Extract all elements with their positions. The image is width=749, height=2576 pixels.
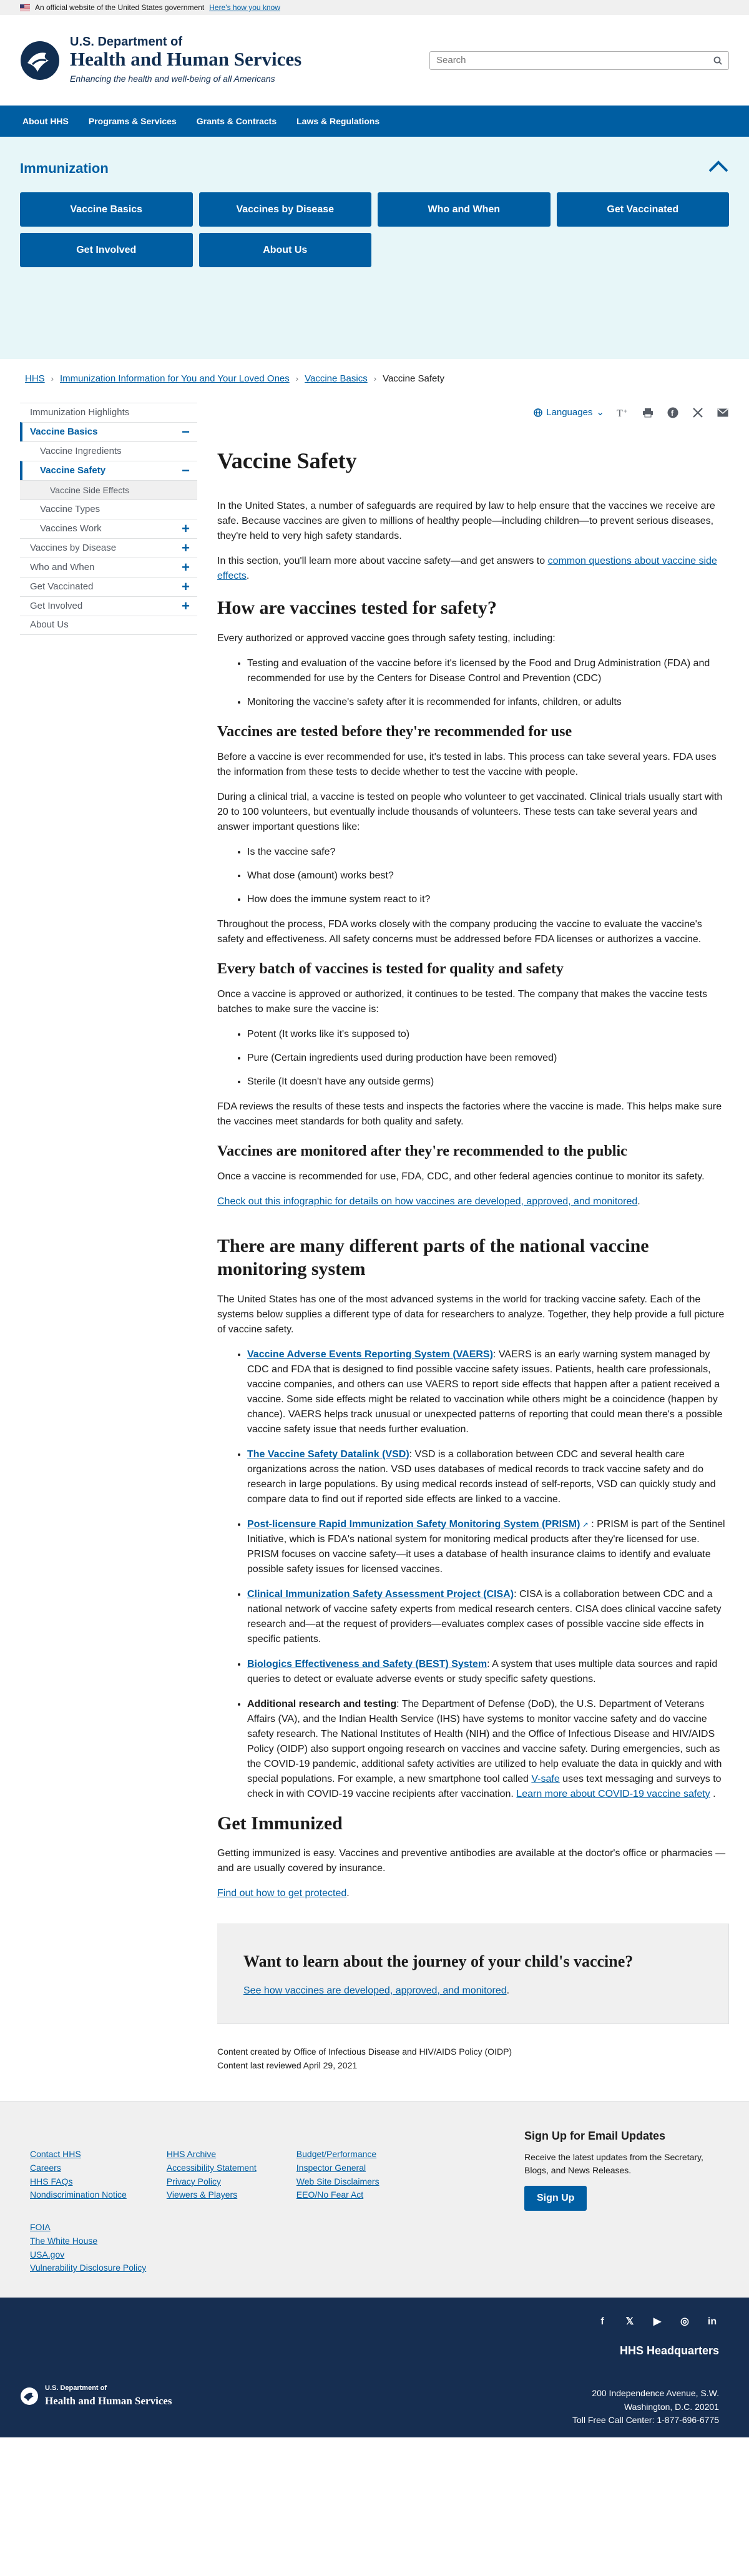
- footer-col-1: [30, 2148, 127, 2202]
- hq-address-line: Washington, D.C. 20201: [624, 2401, 719, 2412]
- footer-viewers[interactable]: Viewers & Players: [166, 2190, 238, 2200]
- cisa-link[interactable]: Clinical Immunization Safety Assessment Project (CISA): [247, 1588, 514, 1600]
- additional-text: : The Department of Defense (DoD), the U.S. Department of Veterans Affairs (VA), and the Indian Health Service (IHS) have systems to monitor vaccine safety and do vaccine safety research. The National Institutes of Health (NIH) and the Office of Infectious Disease and HIV/AIDS Policy (OIDP) also support ongoing research on vaccines and vaccine safety. During emergencies, such as the COVID-19 pandemic, additional safety activities are utilized to help evaluate the data in quickly and with special populations. For example, a new smartphone tool called: [247, 1698, 722, 1784]
- sidenav-vaccine-safety[interactable]: [20, 461, 197, 480]
- batch-paragraph-2: FDA reviews the results of these tests and inspects the factories where the vaccine is made. This helps make sure the vaccines meet standards for both quality and safety.: [217, 1101, 722, 1127]
- heading-every-batch: Every batch of vaccines is tested for quality and safety: [217, 960, 564, 977]
- batch-paragraph-1: Once a vaccine is approved or authorized, it continues to be tested. The company that makes the vaccine tests batches to make sure the vaccine is:: [217, 988, 708, 1015]
- before-list: [247, 845, 729, 907]
- x-share-icon[interactable]: [692, 406, 704, 419]
- collapse-chevron-icon[interactable]: [708, 159, 729, 178]
- footer-privacy[interactable]: Privacy Policy: [166, 2176, 221, 2186]
- period-text: .: [637, 1196, 640, 1207]
- list-item: • Sterile (It doesn't have any outside germs): [247, 1074, 729, 1089]
- sidenav-get-vaccinated[interactable]: [20, 577, 197, 596]
- additional-text: .: [710, 1788, 716, 1799]
- vaers-link[interactable]: Vaccine Adverse Events Reporting System (VAERS): [247, 1349, 493, 1360]
- footer-logo-dept: U.S. Department of: [45, 2384, 107, 2392]
- globe-icon: [534, 408, 542, 417]
- before-paragraph-2: During a clinical trial, a vaccine is tested on people who volunteer to get vaccinated. Clinical trials usually start with 20 to 100 volunteers, but eventually include thousands of volunteers. These tests can take several years and answer important questions like:: [217, 791, 723, 832]
- footer-hhs-archive[interactable]: HHS Archive: [166, 2149, 217, 2160]
- list-item: [247, 1657, 729, 1687]
- languages-dropdown[interactable]: [534, 406, 604, 420]
- instagram-icon[interactable]: ◎: [680, 2316, 689, 2327]
- footer-accessibility[interactable]: Accessibility Statement: [166, 2163, 257, 2173]
- sidenav-vaccine-basics[interactable]: [20, 422, 197, 441]
- callout-link[interactable]: See how vaccines are developed, approved, and monitored: [243, 1985, 507, 1996]
- section-btn-get-vaccinated[interactable]: Get Vaccinated: [557, 192, 730, 227]
- footer-vulnerability[interactable]: Vulnerability Disclosure Policy: [30, 2263, 147, 2273]
- sign-up-button[interactable]: Sign Up: [524, 2186, 587, 2211]
- sidenav-vaccine-side-effects[interactable]: [20, 480, 197, 499]
- hhs-logo[interactable]: [19, 35, 301, 86]
- section-btn-get-involved[interactable]: Get Involved: [20, 233, 193, 267]
- section-btn-about-us[interactable]: About Us: [199, 233, 372, 267]
- text-resize-icon[interactable]: [617, 406, 629, 419]
- breadcrumb-current: Vaccine Safety: [383, 373, 445, 384]
- footer-col-3: [296, 2148, 379, 2202]
- site-header: [0, 15, 749, 106]
- breadcrumb-separator-icon: ›: [295, 374, 299, 384]
- hq-info: [572, 2313, 719, 2437]
- section-nav-title: Immunization: [20, 160, 109, 176]
- x-icon[interactable]: 𝕏: [625, 2316, 634, 2327]
- breadcrumb: [0, 359, 749, 399]
- footer-contact-hhs[interactable]: Contact HHS: [30, 2149, 81, 2160]
- footer-bottom: [0, 2298, 749, 2437]
- tested-list: [247, 656, 729, 710]
- sidenav-about-us[interactable]: [20, 616, 197, 635]
- external-link-icon: ↗: [580, 1520, 589, 1529]
- nav-programs-services[interactable]: Programs & Services: [88, 116, 177, 126]
- vsd-link[interactable]: The Vaccine Safety Datalink (VSD): [247, 1448, 409, 1460]
- sidenav-label: Vaccine Basics: [30, 426, 98, 437]
- sidenav-label: Immunization Highlights: [30, 406, 130, 418]
- footer-white-house[interactable]: The White House: [30, 2235, 98, 2246]
- languages-label: Languages: [546, 406, 593, 418]
- callout-paragraph: [243, 1984, 702, 1998]
- get-protected-paragraph: [217, 1886, 729, 1901]
- heading-get-immunized: Get Immunized: [217, 1812, 343, 1834]
- nav-laws-regulations[interactable]: Laws & Regulations: [296, 116, 380, 126]
- sidenav-label: Vaccine Ingredients: [40, 445, 122, 456]
- list-item: • Is the vaccine safe?: [247, 845, 729, 860]
- footer-foia[interactable]: FOIA: [30, 2222, 51, 2233]
- sidenav-label: About Us: [30, 619, 69, 631]
- vaers-text: : VAERS is an early warning system managed by CDC and FDA that is designed to find possible vaccine safety issues. Patients, health care professionals, vaccine companies, and others can use VAERS to report side effects that happen after a patient received a vaccine. Some side effects might be related to vaccination while others might be a coincidence (happen by chance). VAERS helps track unusual or unexpected patterns of reporting that could mean there's a possible vaccine safety issue that needs further evaluation.: [247, 1349, 723, 1435]
- hhs-eagle-icon: [20, 2387, 39, 2406]
- footer-links: [0, 2101, 749, 2298]
- list-item: • How does the immune system react to it?: [247, 892, 729, 907]
- tested-paragraph: Every authorized or approved vaccine goes through safety testing, including:: [217, 632, 556, 644]
- vsd-text: : VSD is a collaboration between CDC and several health care organizations across the nation. VSD uses databases of medical records to track vaccine safety and do research in large populations. By using medical records instead of self-reports, VSD can quickly study and compare data to find out if reported side effects are linked to a vaccine.: [247, 1448, 716, 1505]
- heading-how-tested: How are vaccines tested for safety?: [217, 597, 497, 618]
- covid-safety-link[interactable]: Learn more about COVID-19 vaccine safety: [516, 1788, 710, 1799]
- intro-paragraph-2: [217, 554, 729, 584]
- footer-logo[interactable]: [20, 2355, 172, 2437]
- before-paragraph-3: Throughout the process, FDA works closely with the company producing the vaccine to evaluate the vaccine's safety and effectiveness. All safety concerns must be addressed before FDA licenses or authorizes a vaccine.: [217, 918, 702, 945]
- journey-callout: [217, 1924, 729, 2024]
- linkedin-icon[interactable]: in: [707, 2316, 717, 2327]
- hq-title: HHS Headquarters: [619, 2344, 719, 2357]
- content-meta: [217, 2045, 729, 2072]
- before-paragraph-1: Before a vaccine is ever recommended for use, it's tested in labs. This process can take several years. FDA uses the information from these tests to decide whether to test the vaccine with people.: [217, 751, 717, 777]
- facebook-icon[interactable]: f: [600, 2316, 604, 2327]
- plus-icon[interactable]: +: [182, 579, 190, 594]
- heading-monitoring-system: There are many different parts of the national vaccine monitoring system: [217, 1235, 649, 1279]
- hhs-eagle-icon: [19, 39, 61, 82]
- heading-tested-before: Vaccines are tested before they're recommended for use: [217, 723, 572, 740]
- sidenav-label: Get Vaccinated: [30, 581, 94, 592]
- search-box: [429, 51, 729, 70]
- list-item: • Testing and evaluation of the vaccine before it's licensed by the Food and Drug Administration (FDA) and recommended for use by the Centers for Disease Control and Prevention (CDC): [247, 656, 729, 686]
- callout-title: Want to learn about the journey of your child's vaccine?: [243, 1952, 634, 1970]
- footer-col-2: [167, 2148, 257, 2202]
- content-reviewed: Content last reviewed April 29, 2021: [217, 2060, 358, 2070]
- intro-paragraph: In the United States, a number of safeguards are required by law to help ensure that the vaccines we receive are safe. Because vaccines are given to millions of healthy people—including children—to prevent serious diseases, they're held to very high safety standards.: [217, 501, 715, 541]
- cisa-text: : CISA is a collaboration between CDC and a national network of vaccine safety experts from medical research centers. CISA does clinical vaccine safety research and—at the request of providers—evaluates complex cases of possible vaccine side effects in specific patients.: [247, 1588, 722, 1644]
- minus-icon[interactable]: −: [182, 463, 190, 478]
- nav-grants-contracts[interactable]: Grants & Contracts: [196, 116, 277, 126]
- footer-hhs-faqs[interactable]: HHS FAQs: [30, 2176, 73, 2186]
- footer-eeo[interactable]: EEO/No Fear Act: [296, 2190, 364, 2200]
- footer-usa-gov[interactable]: USA.gov: [30, 2249, 65, 2259]
- v-safe-link[interactable]: V-safe: [531, 1773, 560, 1784]
- breadcrumb-immunization[interactable]: Immunization Information for You and Your Loved Ones: [60, 373, 290, 384]
- hq-phone: Toll Free Call Center: 1-877-696-6775: [572, 2415, 719, 2426]
- list-item: [247, 1517, 729, 1577]
- footer-disclaimers[interactable]: Web Site Disclaimers: [296, 2176, 379, 2186]
- sidenav-label: Vaccines Work: [40, 523, 102, 534]
- prism-link[interactable]: Post-licensure Rapid Immunization Safety Monitoring System (PRISM): [247, 1518, 580, 1530]
- best-text: : A system that uses multiple data sources and rapid queries to detect or evaluate adverse events or study specific safety questions.: [247, 1658, 718, 1684]
- plus-icon[interactable]: +: [182, 521, 190, 536]
- facebook-share-icon[interactable]: [667, 406, 679, 419]
- list-item: • What dose (amount) works best?: [247, 868, 729, 883]
- logo-tagline: Enhancing the health and well-being of all Americans: [70, 74, 275, 84]
- nav-about-hhs[interactable]: About HHS: [22, 116, 69, 126]
- sidenav-label: Get Involved: [30, 600, 83, 611]
- list-item: [247, 1447, 729, 1507]
- prism-text: : PRISM is part of the Sentinel Initiative, which is FDA's national system for monitoring medical products after they're licensed for use. PRISM focuses on vaccine safety—it uses a database of health insurance claims to identify and evaluate possible safety issues for licensed vaccines.: [247, 1518, 725, 1575]
- footer-careers[interactable]: Careers: [30, 2163, 61, 2173]
- plus-icon[interactable]: +: [182, 559, 190, 575]
- list-item: [247, 1587, 729, 1647]
- list-item: [247, 1347, 729, 1437]
- print-icon[interactable]: [642, 406, 654, 419]
- infographic-link[interactable]: Check out this infographic for details on how vaccines are developed, approved, and monitored: [217, 1196, 638, 1207]
- content-created: Content created by Office of Infectious Disease and HIV/AIDS Policy (OIDP): [217, 2047, 512, 2057]
- sidenav-immunization-highlights[interactable]: [20, 403, 197, 422]
- section-btn-who-and-when[interactable]: Who and When: [378, 192, 551, 227]
- svg-text:f: f: [671, 409, 673, 418]
- breadcrumb-separator-icon: ›: [51, 374, 54, 384]
- additional-research-label: Additional research and testing: [247, 1698, 397, 1709]
- heres-how-you-know-link[interactable]: Here's how you know: [209, 3, 280, 12]
- social-links: [572, 2315, 719, 2329]
- period-text: .: [346, 1888, 350, 1899]
- main-content: [217, 399, 729, 2101]
- sidenav-vaccines-work[interactable]: [20, 519, 197, 538]
- intro-text: In this section, you'll learn more about vaccine safety—and get answers to: [217, 556, 548, 566]
- sidenav-label: Vaccine Types: [40, 503, 100, 514]
- side-nav: [20, 403, 197, 2101]
- breadcrumb-separator-icon: ›: [373, 374, 377, 384]
- email-share-icon[interactable]: [717, 406, 729, 419]
- best-link[interactable]: Biologics Effectiveness and Safety (BEST) System: [247, 1658, 487, 1669]
- footer-col-4: [30, 2221, 379, 2275]
- page-title: Vaccine Safety: [217, 448, 357, 473]
- list-item: • Pure (Certain ingredients used during production have been removed): [247, 1051, 729, 1066]
- heading-monitored: Vaccines are monitored after they're recommended to the public: [217, 1143, 627, 1159]
- youtube-icon[interactable]: ▶: [653, 2316, 662, 2327]
- section-nav: [0, 137, 749, 359]
- immunized-paragraph: Getting immunized is easy. Vaccines and preventive antibodies are available at the doctor's office or pharmacies — and are usually covered by insurance.: [217, 1848, 726, 1874]
- footer-nondiscrimination[interactable]: Nondiscrimination Notice: [30, 2190, 127, 2200]
- breadcrumb-hhs[interactable]: HHS: [25, 373, 45, 384]
- gov-banner-text: An official website of the United States government: [35, 3, 205, 12]
- sidenav-label: Vaccine Side Effects: [50, 484, 130, 495]
- logo-dept: U.S. Department of: [70, 34, 183, 49]
- email-signup: [524, 2128, 719, 2275]
- system-paragraph: The United States has one of the most advanced systems in the world for tracking vaccine safety. Each of the systems below supplies a different type of data for researchers to analyze. Together, they help provide a full picture of vaccine safety.: [217, 1294, 725, 1335]
- hq-address-line: 200 Independence Avenue, S.W.: [592, 2387, 719, 2398]
- additional-text: uses text messaging and surveys to check in with COVID-19 vaccine recipients after vaccination.: [247, 1773, 722, 1799]
- gov-banner: [0, 0, 749, 15]
- email-text: Receive the latest updates from the Secretary, Blogs, and News Releases.: [524, 2152, 703, 2176]
- main-nav: [0, 106, 749, 137]
- footer-budget[interactable]: Budget/Performance: [296, 2149, 377, 2160]
- footer-logo-hhs: Health and Human Services: [45, 2395, 172, 2407]
- batch-list: [247, 1027, 729, 1089]
- section-btn-vaccines-by-disease[interactable]: Vaccines by Disease: [199, 192, 372, 227]
- sidenav-label: Vaccines by Disease: [30, 542, 117, 553]
- sidenav-who-and-when[interactable]: [20, 558, 197, 577]
- sidenav-vaccine-ingredients[interactable]: [20, 441, 197, 461]
- plus-icon[interactable]: +: [182, 540, 190, 556]
- intro-text: .: [246, 571, 250, 581]
- section-btn-vaccine-basics[interactable]: Vaccine Basics: [20, 192, 193, 227]
- sidenav-label: Vaccine Safety: [40, 465, 106, 476]
- systems-list: [247, 1347, 729, 1802]
- svg-text:T: T: [617, 408, 623, 418]
- email-title: Sign Up for Email Updates: [524, 2130, 666, 2143]
- monitored-paragraph: Once a vaccine is recommended for use, FDA, CDC, and other federal agencies continue to monitor its safety.: [217, 1171, 705, 1182]
- side-effects-faq-link[interactable]: common questions about vaccine side effects: [217, 556, 717, 581]
- logo-hhs: Health and Human Services: [70, 47, 302, 70]
- search-input[interactable]: [430, 52, 707, 69]
- search-icon[interactable]: [707, 52, 728, 69]
- sidenav-vaccine-types[interactable]: [20, 499, 197, 519]
- list-item: • Potent (It works like it's supposed to): [247, 1027, 729, 1042]
- sidenav-label: Who and When: [30, 561, 95, 573]
- period-text: .: [506, 1985, 510, 1996]
- sidenav-vaccines-by-disease[interactable]: [20, 538, 197, 558]
- page-toolbar: [217, 400, 729, 425]
- list-item: [247, 1697, 729, 1802]
- plus-icon[interactable]: +: [182, 598, 190, 614]
- breadcrumb-vaccine-basics[interactable]: Vaccine Basics: [305, 373, 368, 384]
- get-protected-link[interactable]: Find out how to get protected: [217, 1888, 347, 1899]
- footer-inspector-general[interactable]: Inspector General: [296, 2163, 366, 2173]
- hq-address: [572, 2387, 719, 2427]
- us-flag-icon: [20, 4, 30, 11]
- sidenav-get-involved[interactable]: [20, 596, 197, 616]
- chevron-down-icon: ⌄: [596, 406, 604, 418]
- list-item: • Monitoring the vaccine's safety after it is recommended for infants, children, or adults: [247, 695, 729, 710]
- minus-icon[interactable]: −: [182, 424, 190, 440]
- infographic-paragraph: [217, 1194, 729, 1209]
- svg-text:+: +: [624, 408, 627, 415]
